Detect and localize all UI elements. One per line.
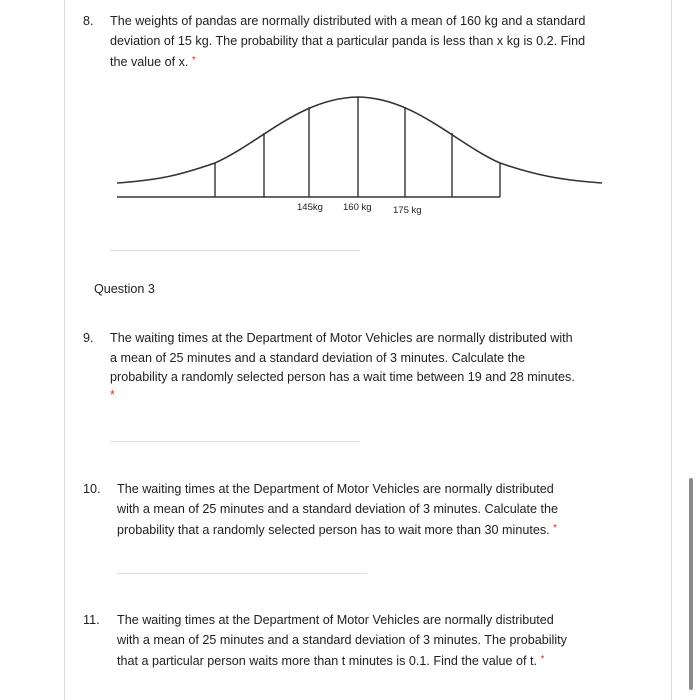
tick-label-145: 145kg bbox=[297, 202, 323, 213]
question-line: The waiting times at the Department of Motor Vehicles are normally distributed bbox=[117, 482, 554, 496]
question-text bbox=[110, 329, 620, 402]
required-asterisk: * bbox=[110, 387, 115, 402]
question-text bbox=[117, 480, 627, 541]
question-line: with a mean of 25 minutes and a standard deviation of 3 minutes. Calculate the bbox=[117, 501, 559, 516]
required-asterisk: * bbox=[540, 654, 545, 665]
question-number: 10. bbox=[83, 482, 101, 496]
question-number: 9. bbox=[83, 331, 94, 345]
question-line: The weights of pandas are normally distributed with a mean of 160 kg and a standard bbox=[110, 14, 586, 28]
question-line: with a mean of 25 minutes and a standard deviation of 3 minutes. The probability bbox=[117, 632, 567, 647]
bell-curve bbox=[117, 97, 602, 183]
answer-input-q8[interactable] bbox=[110, 250, 360, 251]
tick-label-160: 160 kg bbox=[343, 202, 372, 213]
tick-label-175: 175 kg bbox=[393, 205, 422, 216]
question-line: probability a randomly selected person has a wait time between 19 and 28 minutes. bbox=[110, 370, 575, 384]
required-asterisk: * bbox=[191, 55, 196, 66]
question-number: 11. bbox=[83, 613, 100, 627]
answer-input-q10[interactable] bbox=[117, 573, 367, 574]
question-line-last: probability that a randomly selected person has to wait more than 30 minutes. * bbox=[117, 523, 558, 537]
question-text bbox=[117, 611, 627, 672]
question-line: deviation of 15 kg. The probability that a particular panda is less than x kg is 0.2. Find bbox=[110, 33, 586, 48]
section-title: Question 3 bbox=[94, 282, 155, 296]
question-line: The waiting times at the Department of Motor Vehicles are normally distributed bbox=[117, 613, 554, 627]
question-number: 8. bbox=[83, 14, 94, 28]
question-line: a mean of 25 minutes and a standard deviation of 3 minutes. Calculate the bbox=[110, 350, 526, 365]
question-line-last: the value of x. * bbox=[110, 55, 196, 69]
question-line-last: that a particular person waits more than t minutes is 0.1. Find the value of t. * bbox=[117, 654, 545, 668]
question-line: The waiting times at the Department of Motor Vehicles are normally distributed with bbox=[110, 331, 573, 345]
required-asterisk: * bbox=[553, 523, 558, 534]
answer-input-q9[interactable] bbox=[110, 441, 360, 442]
